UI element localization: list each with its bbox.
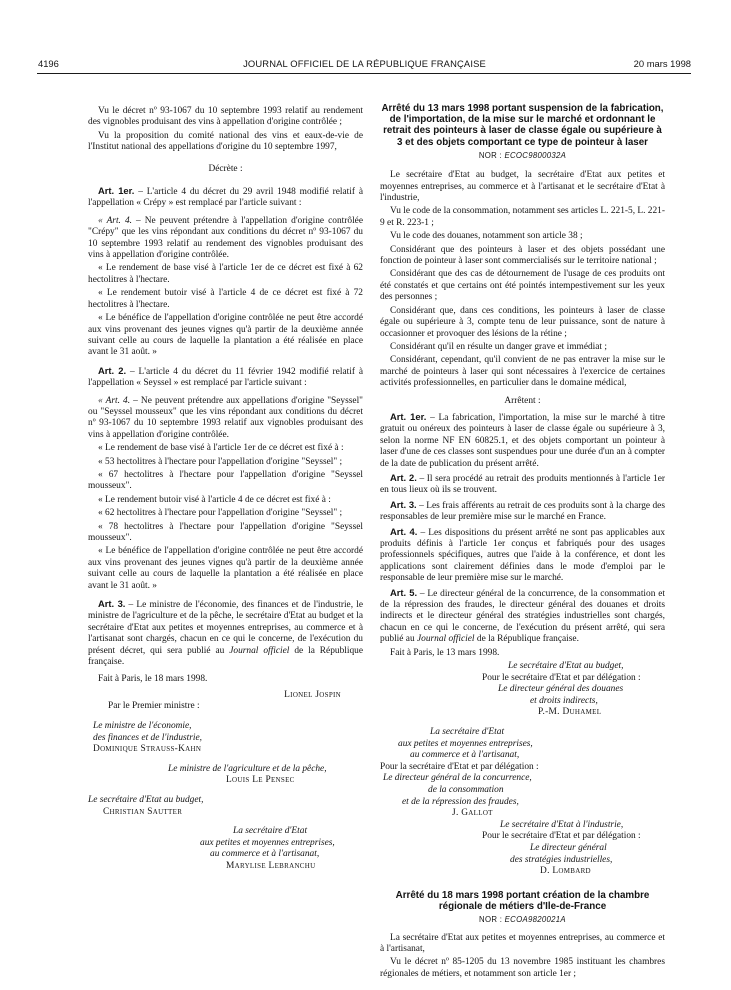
article-4 (380, 526, 665, 585)
arrete-title: Arrêté du 13 mars 1998 portant suspension de la fabrication, de l'importation, de la mise sur le marché et ordonnant le retrait des pointeurs à laser de classe égale ou supérieure à 3 et des objets comportant ce type de pointeur à laser (381, 103, 664, 148)
signatory-name: Dominique Strauss-Kahn (93, 744, 202, 755)
visa-paragraph: Vu le code de la consommation, notamment ses articles L. 221-5, L. 221-9 et R. 223-1 ; (380, 206, 665, 228)
nor-prefix: NOR : (479, 915, 505, 925)
signatory-title: des stratégies industrielles, (510, 854, 613, 865)
nor-prefix: NOR : (478, 150, 505, 160)
quoted-paragraph: « 78 hectolitres à l'hectare pour l'appellation d'origine "Seyssel mousseux". (88, 521, 363, 543)
signatory-name: D. Lombard (540, 866, 591, 877)
quoted-paragraph: « Le rendement de base visé à l'article 1er de ce décret est fixé à 62 hectolitres à l'hectare. (88, 263, 363, 285)
quoted-paragraph: « Le bénéfice de l'appellation d'origine contrôlée ne peut être accordé aux vins provenant des jeunes vignes qu'à partir de la deuxième année suivant celle au cours de laquelle la plantation a été réalisée en place avant le 31 août. » (88, 546, 363, 591)
signatory-title: Le secrétaire d'Etat au budget, (508, 661, 624, 672)
article-text: – La fabrication, l'importation, la mise sur le marché à titre gratuit ou onéreux des pointeurs à laser de classe égale ou supérieure à 3, selon la norme NF EN 60825.1, et des objets comportant un pointeur à laser d'une de ces classes sont suspendues pour une durée d'un an à compter de la date de publication du présent arrêté. (380, 412, 665, 469)
par-premier-ministre: Par le Premier ministre : (108, 701, 200, 712)
signatory-title: Le ministre de l'agriculture et de la pêche, (168, 763, 327, 774)
signatory-title: Le secrétaire d'Etat à l'industrie, (500, 819, 624, 830)
article-2 (88, 365, 363, 390)
article-text-end: de la République française. (88, 645, 364, 668)
visa-paragraph: La secrétaire d'Etat aux petites et moyennes entreprises, au commerce et à l'artisanat, (380, 932, 665, 954)
article-text: – Il sera procédé au retrait des produits mentionnés à l'article 1er en tous lieux où ils se trouvent. (380, 473, 665, 496)
signatory-title: et droits indirects, (530, 695, 598, 706)
signatory-name: Louis Le Pensec (226, 775, 295, 786)
issue-date: 20 mars 1998 (633, 58, 691, 69)
article-text: – L'article 4 du décret du 11 février 1942 modifié relatif à l'appellation « Seyssel » est remplacé par l'article suivant : (88, 366, 363, 389)
article-label: Art. 1er. (390, 410, 427, 422)
article-1 (88, 185, 363, 210)
signatory-name: J. Gallot (452, 808, 493, 819)
quoted-paragraph: « Le rendement butoir visé à l'article 4 de ce décret est fixé à 72 hectolitres à l'hectare. (88, 288, 363, 310)
article-label: Art. 5. (390, 586, 418, 598)
article-5 (380, 587, 665, 646)
page-number: 4196 (38, 58, 59, 69)
considerant-paragraph: Considérant que des pointeurs à laser et des objets possédant une fonction de pointeur à laser sont commercialisés sur le territoire national ; (380, 244, 665, 267)
journal-officiel-ref: Journal officiel (229, 645, 290, 656)
visa-paragraph: Vu le décret nº 85-1205 du 13 novembre 1985 instituant les chambres régionales de métiers, et notamment son article 1er ; (380, 957, 665, 979)
signatory-name: P.-M. Duhamel (538, 707, 602, 718)
nor-reference (380, 150, 665, 161)
signatory-title: Le directeur général de la concurrence, (383, 773, 532, 784)
signatory-title: aux petites et moyennes entreprises, (398, 738, 533, 749)
nor-reference (380, 914, 665, 925)
quoted-article (88, 216, 363, 262)
article-label: Art. 3. (390, 498, 417, 510)
decrete-heading: Décrète : (208, 163, 243, 174)
signatory-title: Le directeur général des douanes (498, 684, 624, 695)
quoted-paragraph: « 53 hectolitres à l'hectare pour l'appellation d'origine "Seyssel" ; (98, 456, 343, 467)
quoted-article-text: – Ne peuvent prétendre aux appellations d'origine "Seyssel" ou "Seyssel mousseux" que les vins répondant aux conditions du décret nº 93-1067 du 10 septembre 1993 relatif aux vignobles produisant des vins à appellation d'origine contrôlée. (88, 395, 363, 440)
arretent-heading: Arrêtent : (504, 395, 541, 406)
article-3 (88, 598, 363, 668)
visa-paragraph: Vu la proposition du comité national des vins et eaux-de-vie de l'Institut national des appellations d'origine du 10 septembre 1997, (88, 130, 363, 153)
quoted-paragraph: « Le rendement de base visé à l'article 1er de ce décret est fixé à : (98, 443, 344, 454)
delegation-line: Pour le secrétaire d'Etat et par délégation : (482, 672, 641, 683)
signatory-title: Le directeur général (530, 842, 607, 853)
header-rule (37, 73, 691, 74)
considerant-paragraph: Considérant que des cas de détournement de l'usage de ces produits ont été constatés et que certains ont été pointés intempestivement sur les yeux des personnes ; (380, 269, 665, 303)
signatory-title: de la consommation (428, 785, 504, 795)
quoted-article-label: « Art. 4. (98, 395, 131, 406)
visa-paragraph: Le secrétaire d'Etat au budget, la secrétaire d'Etat aux petites et moyennes entreprises, au commerce et à l'artisanat et le secrétaire d'Etat à l'industrie, (380, 170, 665, 204)
article-1 (380, 411, 665, 470)
article-2 (380, 472, 665, 497)
signatory-name: Marylise Lebranchu (226, 861, 316, 871)
nor-code: ECOC9800032A (504, 150, 567, 160)
signatory-title: des finances et de l'industrie, (93, 732, 203, 743)
signatory-title: et de la répression des fraudes, (402, 796, 519, 807)
nor-code: ECOA9820021A (504, 915, 566, 925)
article-text: – Le directeur général de la concurrence, de la consommation et de la répression des fraudes, le directeur général des douanes et droits indirects et le directeur général des stratégies industrielles sont chargés, chacun en ce qui le concerne, de l'exécution du présent arrêté, qui sera publié au (380, 588, 665, 645)
delegation-line: Pour le secrétaire d'Etat et par délégation : (482, 831, 641, 842)
quoted-paragraph: « 62 hectolitres à l'hectare pour l'appellation d'origine "Seyssel" ; (98, 508, 343, 519)
considerant-paragraph: Considérant qu'il en résulte un danger grave et immédiat ; (390, 341, 607, 352)
delegation-line: Pour la secrétaire d'Etat et par délégation : (380, 761, 539, 772)
quoted-article-text: – Ne peuvent prétendre à l'appellation d'origine contrôlée "Crépy" que les vins répondant aux conditions du décret nº 93-1067 du 10 septembre 1993 relatif au rendement des vignobles produisant des vins à appellation d'origine contrôlée. (88, 215, 364, 261)
signatory-title: au commerce et à l'artisanat, (410, 750, 520, 761)
fait-a-paris: Fait à Paris, le 18 mars 1998. (98, 674, 208, 685)
arrete-title: Arrêté du 18 mars 1998 portant création de la chambre régionale de métiers d'Ile-de-France (395, 889, 650, 912)
article-label: Art. 3. (98, 598, 126, 610)
article-3 (380, 499, 665, 524)
signatory-name: Christian Sautter (103, 806, 183, 817)
considerant-paragraph: Considérant que, dans ces conditions, les pointeurs à laser de classe égale ou supérieure à 3, compte tenu de leur puissance, sont de nature à occasionner et provoquer des lésions de la rétine ; (380, 305, 665, 339)
article-text: – L'article 4 du décret du 29 avril 1948 modifié relatif à l'appellation « Crépy » est remplacé par l'article suivant : (88, 187, 363, 209)
signatory-title: La secrétaire d'Etat (430, 727, 505, 738)
journal-title: JOURNAL OFFICIEL DE LA RÉPUBLIQUE FRANÇAISE (243, 58, 486, 69)
quoted-paragraph: « Le bénéfice de l'appellation d'origine contrôlée ne peut être accordé aux vins provenant des jeunes vignes qu'à partir de la deuxième année suivant celle au cours de laquelle la plantation a été réalisée en place avant le 31 août. » (88, 313, 363, 358)
signatory-title: au commerce et à l'artisanat, (210, 849, 320, 860)
page-header (38, 58, 691, 72)
signatory-title: Le secrétaire d'Etat au budget, (88, 795, 204, 806)
left-column (88, 106, 363, 873)
signatory-title: La secrétaire d'Etat (233, 826, 308, 837)
signatory-title: Le ministre de l'économie, (93, 721, 192, 732)
considerant-paragraph: Considérant, cependant, qu'il convient de ne pas entraver la mise sur le marché de pointeurs à laser qui sont nécessaires à l'exercice de certaines activités professionnelles, en particulier dans le domaine médical, (380, 355, 665, 389)
journal-officiel-ref: Journal officiel (416, 634, 475, 645)
quoted-article-label: « Art. 4. (98, 215, 132, 226)
visa-paragraph: Vu le code des douanes, notamment son article 38 ; (390, 231, 583, 242)
quoted-paragraph: « 67 hectolitres à l'hectare pour l'appellation d'origine "Seyssel mousseux". (88, 469, 363, 492)
article-text: – Les frais afférents au retrait de ces produits sont à la charge des responsables de leur première mise sur le marché en France. (380, 500, 665, 523)
article-text-end: de la République française. (474, 634, 579, 645)
article-text: – Le ministre de l'économie, des finances et de l'industrie, le ministre de l'agriculture et de la pêche, le secrétaire d'Etat au budget et la secrétaire d'Etat aux petites et moyennes entreprises, au commerce et à l'artisanat sont chargés, chacun en ce qui le concerne, de l'exécution du présent décret, qui sera publié au (88, 600, 363, 656)
quoted-paragraph: « Le rendement butoir visé à l'article 4 de ce décret est fixé à : (98, 494, 331, 505)
article-label: Art. 4. (390, 525, 418, 537)
article-text: – Les dispositions du présent arrêté ne sont pas applicables aux produits définis à l'article 1er conçus et fabriqués pour des usages professionnels spécifiques, autres que l'aide à la conférence, et dont les applications sont clairement définies dans le mode d'emploi par le responsable de leur première mise sur le marché. (380, 527, 666, 584)
fait-a-paris: Fait à Paris, le 13 mars 1998. (390, 647, 500, 658)
article-label: Art. 1er. (98, 185, 135, 197)
article-label: Art. 2. (390, 471, 417, 483)
signatory-name: Lionel Jospin (284, 689, 341, 700)
visa-paragraph: Vu le décret nº 93-1067 du 10 septembre 1993 relatif au rendement des vignobles produisant des vins à appellation d'origine contrôlée ; (88, 106, 363, 128)
article-label: Art. 2. (98, 364, 127, 376)
quoted-article (88, 396, 363, 442)
signatory-title: aux petites et moyennes entreprises, (200, 837, 335, 848)
right-column (380, 103, 665, 982)
